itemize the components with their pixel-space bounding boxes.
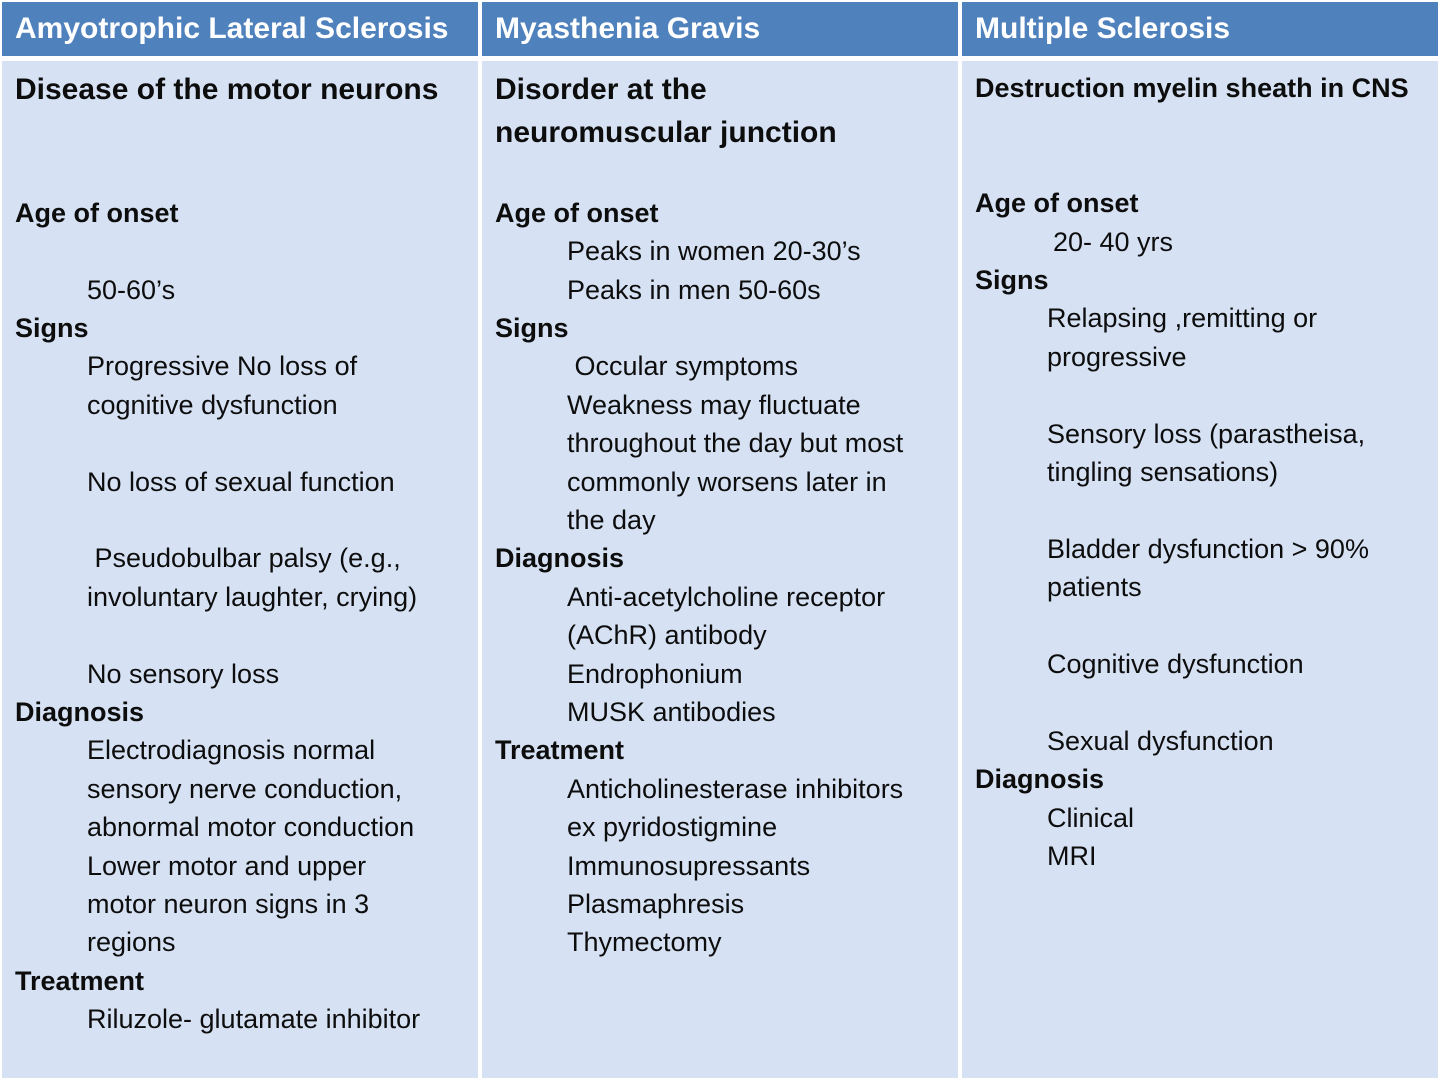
signs-line: patients xyxy=(1047,572,1142,602)
column-als xyxy=(2,2,478,1078)
treatment-line: Immunosupressants xyxy=(567,851,811,881)
diagnosis-line: (AChR) antibody xyxy=(567,620,767,650)
section-label-age: Age of onset xyxy=(15,198,179,228)
section-label-signs: Signs xyxy=(15,313,89,343)
column-title: neuromuscular junction xyxy=(495,116,837,149)
signs-line: Pseudobulbar palsy (e.g., xyxy=(87,543,401,573)
signs-line: Relapsing ,remitting or xyxy=(1047,303,1318,333)
signs-line: progressive xyxy=(1047,342,1187,372)
diagnosis-line: MUSK antibodies xyxy=(567,697,776,727)
signs-line: involuntary laughter, crying) xyxy=(87,582,418,612)
signs-line: Progressive No loss of xyxy=(87,351,358,381)
signs-line: Bladder dysfunction > 90% xyxy=(1047,534,1369,564)
section-label-diagnosis: Diagnosis xyxy=(975,764,1105,794)
column-title: Disorder at the xyxy=(495,73,707,106)
section-label-treatment: Treatment xyxy=(495,735,625,765)
section-label-diagnosis: Diagnosis xyxy=(15,697,145,727)
signs-line: throughout the day but most xyxy=(567,428,904,458)
diagnosis-line: Electrodiagnosis normal xyxy=(87,735,376,765)
signs-line: Sexual dysfunction xyxy=(1047,726,1274,756)
column-multiple-sclerosis xyxy=(962,2,1438,1078)
age-line: 20- 40 yrs xyxy=(1053,227,1174,257)
column-header: Myasthenia Gravis xyxy=(482,2,958,56)
treatment-line: Anticholinesterase inhibitors xyxy=(567,774,904,804)
column-header: Amyotrophic Lateral Sclerosis xyxy=(2,2,478,56)
signs-line: cognitive dysfunction xyxy=(87,390,338,420)
treatment-line: Riluzole- glutamate inhibitor xyxy=(87,1004,421,1034)
diagnosis-line: Endrophonium xyxy=(567,659,743,689)
diagnosis-line: Anti-acetylcholine receptor xyxy=(567,582,886,612)
treatment-line: Thymectomy xyxy=(567,927,722,957)
signs-line: the day xyxy=(567,505,656,535)
column-title: Disease of the motor neurons xyxy=(15,73,439,106)
signs-line: Occular symptoms xyxy=(567,351,799,381)
diagnosis-line: Lower motor and upper xyxy=(87,851,367,881)
diagnosis-line: MRI xyxy=(1047,841,1097,871)
section-label-age: Age of onset xyxy=(495,198,659,228)
diagnosis-line: sensory nerve conduction, xyxy=(87,774,403,804)
signs-line: Weakness may fluctuate xyxy=(567,390,861,420)
column-title: Destruction myelin sheath in CNS xyxy=(975,73,1409,103)
signs-line: Sensory loss (parastheisa, xyxy=(1047,419,1366,449)
diagnosis-line: Clinical xyxy=(1047,803,1135,833)
section-label-age: Age of onset xyxy=(975,188,1139,218)
header-divider xyxy=(962,56,1438,61)
section-label-signs: Signs xyxy=(975,265,1049,295)
treatment-line: ex pyridostigmine xyxy=(567,812,778,842)
column-myasthenia-gravis xyxy=(482,2,958,1078)
diagnosis-line: regions xyxy=(87,927,176,957)
age-line: Peaks in men 50-60s xyxy=(567,275,821,305)
signs-line: commonly worsens later in xyxy=(567,467,887,497)
section-label-diagnosis: Diagnosis xyxy=(495,543,625,573)
diagnosis-line: abnormal motor conduction xyxy=(87,812,415,842)
header-divider xyxy=(482,56,958,61)
section-label-treatment: Treatment xyxy=(15,966,145,996)
age-line: Peaks in women 20-30’s xyxy=(567,236,861,266)
header-divider xyxy=(2,56,478,61)
age-line: 50-60’s xyxy=(87,275,176,305)
signs-line: tingling sensations) xyxy=(1047,457,1279,487)
signs-line: No loss of sexual function xyxy=(87,467,395,497)
section-label-signs: Signs xyxy=(495,313,569,343)
signs-line: Cognitive dysfunction xyxy=(1047,649,1304,679)
signs-line: No sensory loss xyxy=(87,659,280,689)
diagnosis-line: motor neuron signs in 3 xyxy=(87,889,370,919)
column-header: Multiple Sclerosis xyxy=(962,2,1438,56)
treatment-line: Plasmaphresis xyxy=(567,889,745,919)
